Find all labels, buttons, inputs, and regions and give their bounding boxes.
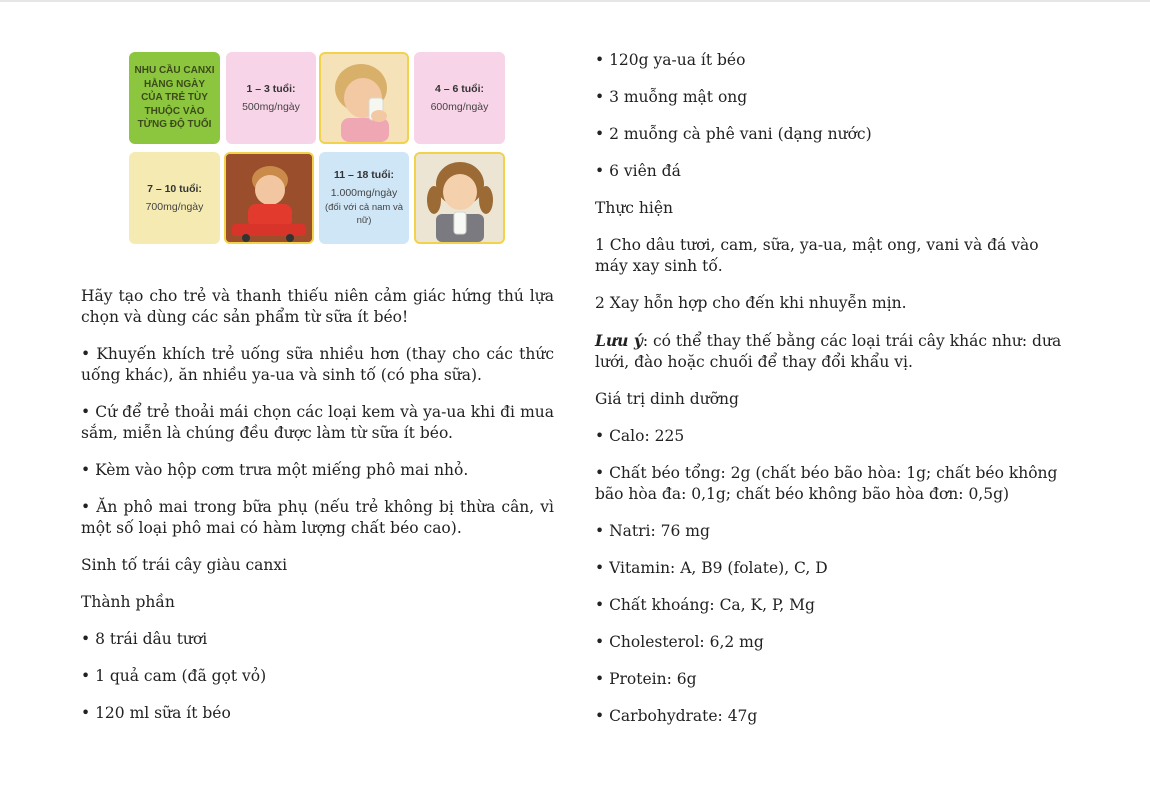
calcium-amount: 500mg/ngày — [242, 100, 300, 113]
nutrition-item: • Chất béo tổng: 2g (chất béo bão hòa: 1g; chất béo không bão hòa đa: 0,1g; chất béo không bão hòa đơn: 0,5g) — [595, 464, 1058, 503]
intro-paragraph: Hãy tạo cho trẻ và thanh thiếu niên cảm giác hứng thú lựa chọn và dùng các sản phẩm từ sữa ít béo! — [81, 287, 554, 326]
ingredient-item: • 8 trái dâu tươi — [81, 630, 208, 648]
nutrition-item: • Carbohydrate: 47g — [595, 707, 758, 725]
tip-item: • Kèm vào hộp cơm trưa một miếng phô mai nhỏ. — [81, 461, 469, 479]
tip-item: • Khuyến khích trẻ uống sữa nhiều hơn (thay cho các thức uống khác), ăn nhiều ya-ua và sinh tố (có pha sữa). — [81, 345, 554, 384]
ingredient-item: • 3 muỗng mật ong — [595, 88, 748, 106]
photo-boy-playing — [224, 152, 314, 244]
photo-girl-holding-milk — [414, 152, 505, 244]
calcium-amount: 700mg/ngày — [145, 200, 204, 213]
method-heading: Thực hiện — [595, 199, 674, 217]
age-label: 7 – 10 tuổi: — [147, 182, 202, 195]
age-group-1-3 — [226, 52, 316, 144]
ingredient-item: • 120g ya-ua ít béo — [595, 51, 746, 69]
tip-item: • Ăn phô mai trong bữa phụ (nếu trẻ không bị thừa cân, vì một số loại phô mai có hàm lượng chất béo cao). — [81, 498, 554, 537]
age-label: 11 – 18 tuổi: — [333, 169, 395, 181]
calcium-needs-infographic — [129, 52, 505, 246]
recipe-title: Sinh tố trái cây giàu canxi — [81, 556, 288, 574]
nutrition-item: • Cholesterol: 6,2 mg — [595, 633, 764, 651]
right-column — [595, 50, 1075, 743]
tip-item: • Cứ để trẻ thoải mái chọn các loại kem và ya-ua khi đi mua sắm, miễn là chúng đều được làm từ sữa ít béo. — [81, 403, 554, 442]
calcium-amount: 600mg/ngày — [430, 100, 489, 113]
age-group-7-10 — [129, 152, 220, 244]
method-step: 1 Cho dâu tươi, cam, sữa, ya-ua, mật ong, vani và đá vào máy xay sinh tố. — [595, 236, 1039, 275]
age-label: 4 – 6 tuổi: — [434, 82, 484, 95]
ingredient-item: • 1 quả cam (đã gọt vỏ) — [81, 667, 267, 685]
nutrition-item: • Vitamin: A, B9 (folate), C, D — [595, 559, 828, 577]
age-group-11-18 — [319, 152, 409, 244]
nutrition-item: • Protein: 6g — [595, 670, 697, 688]
nutrition-heading: Giá trị dinh dưỡng — [595, 390, 739, 408]
ingredient-item: • 6 viên đá — [595, 162, 681, 180]
method-step: 2 Xay hỗn hợp cho đến khi nhuyễn mịn. — [595, 294, 907, 312]
nutrition-item: • Natri: 76 mg — [595, 522, 710, 540]
calcium-amount: 1.000mg/ngày — [330, 187, 398, 199]
left-column — [81, 286, 554, 740]
note-text: : có thể thay thế bằng các loại trái cây khác như: dưa lưới, đào hoặc chuối để thay đổi khẩu vị. — [595, 332, 1062, 371]
age-label: 1 – 3 tuổi: — [246, 82, 296, 95]
ingredient-item: • 2 muỗng cà phê vani (dạng nước) — [595, 125, 872, 143]
ingredients-heading: Thành phần — [81, 593, 175, 611]
note-paragraph — [595, 330, 1075, 373]
age-group-4-6 — [414, 52, 505, 144]
ingredient-item: • 120 ml sữa ít béo — [81, 704, 231, 722]
photo-girl-drinking-milk — [319, 52, 409, 144]
top-border — [0, 0, 1150, 2]
nutrition-item: • Chất khoáng: Ca, K, P, Mg — [595, 596, 815, 614]
infographic-title: NHU CẦU CANXI HẰNG NGÀY CỦA TRẺ TÙY THUỘC VÀO TỪNG ĐỘ TUỔI — [129, 52, 220, 144]
note-lead: Lưu ý — [595, 331, 643, 350]
nutrition-item: • Calo: 225 — [595, 427, 685, 445]
gender-note: (đối với cả nam và nữ) — [324, 202, 404, 226]
